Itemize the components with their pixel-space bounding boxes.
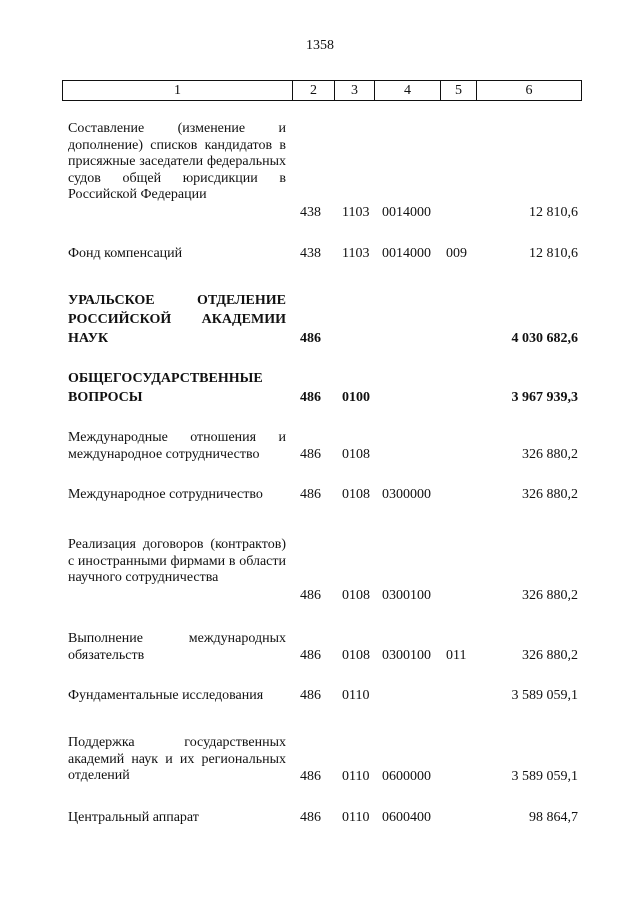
row-name: Выполнение международных обязательств <box>68 631 286 663</box>
row-col-2: 486 <box>300 331 321 346</box>
row-col-4: 0300100 <box>382 648 431 663</box>
row-name: Центральный аппарат <box>68 810 199 825</box>
row-col-3: 0108 <box>342 447 370 462</box>
row-name: ОБЩЕГОСУДАРСТВЕННЫЕ ВОПРОСЫ <box>68 371 263 405</box>
row-col-6: 12 810,6 <box>529 205 578 220</box>
header-col-2: 2 <box>292 81 334 100</box>
row-col-6: 3 589 059,1 <box>511 688 578 703</box>
header-col-6: 6 <box>476 81 581 100</box>
row-col-3: 0110 <box>342 688 370 703</box>
row-col-4: 0300100 <box>382 588 431 603</box>
row-name: Реализация договоров (контрактов) с иностранными фирмами в области научного сотрудничества <box>68 537 286 585</box>
header-col-1: 1 <box>174 83 181 98</box>
row-col-3: 0110 <box>342 769 370 784</box>
row-col-4: 0600400 <box>382 810 431 825</box>
row-col-2: 486 <box>300 648 321 663</box>
row-col-6: 326 880,2 <box>522 487 578 502</box>
header-col-3: 3 <box>334 81 374 100</box>
row-name: УРАЛЬСКОЕ ОТДЕЛЕНИЕ РОССИЙСКОЙ АКАДЕМИИ НАУК <box>68 293 286 346</box>
row-col-3: 0108 <box>342 648 370 663</box>
row-col-3: 1103 <box>342 205 370 220</box>
row-col-2: 486 <box>300 487 321 502</box>
row-col-3: 0108 <box>342 588 370 603</box>
row-col-5: 011 <box>446 648 467 663</box>
row-col-3: 1103 <box>342 246 370 261</box>
row-col-2: 486 <box>300 447 321 462</box>
row-col-6: 3 589 059,1 <box>511 769 578 784</box>
row-col-2: 438 <box>300 205 321 220</box>
row-col-6: 4 030 682,6 <box>511 331 578 346</box>
row-col-2: 438 <box>300 246 321 261</box>
row-name: Фонд компенсаций <box>68 246 183 261</box>
row-col-3: 0100 <box>342 390 370 405</box>
row-col-2: 486 <box>300 688 321 703</box>
row-name: Фундаментальные исследования <box>68 688 264 703</box>
row-col-6: 98 864,7 <box>529 810 578 825</box>
row-col-3: 0108 <box>342 487 370 502</box>
row-col-6: 12 810,6 <box>529 246 578 261</box>
row-name: Поддержка государственных академий наук и их региональных отделений <box>68 735 286 783</box>
row-col-6: 326 880,2 <box>522 588 578 603</box>
row-name: Составление (изменение и дополнение) списков кандидатов в присяжные заседатели федеральных судов общей юрисдикции в Российской Федерации <box>68 121 286 202</box>
header-col-5: 5 <box>440 81 476 100</box>
page-number: 1358 <box>306 38 334 53</box>
row-col-4: 0014000 <box>382 205 431 220</box>
row-col-2: 486 <box>300 588 321 603</box>
row-col-2: 486 <box>300 390 321 405</box>
header-col-4: 4 <box>374 81 440 100</box>
row-col-4: 0014000 <box>382 246 431 261</box>
row-name: Международное сотрудничество <box>68 487 263 502</box>
row-col-6: 3 967 939,3 <box>511 390 578 405</box>
row-col-2: 486 <box>300 810 321 825</box>
row-col-4: 0600000 <box>382 769 431 784</box>
row-col-2: 486 <box>300 769 321 784</box>
row-col-6: 326 880,2 <box>522 447 578 462</box>
row-col-6: 326 880,2 <box>522 648 578 663</box>
row-col-5: 009 <box>446 246 467 261</box>
row-name: Международные отношения и международное сотрудничество <box>68 430 286 462</box>
table-header <box>62 80 582 101</box>
row-col-4: 0300000 <box>382 487 431 502</box>
row-col-3: 0110 <box>342 810 370 825</box>
